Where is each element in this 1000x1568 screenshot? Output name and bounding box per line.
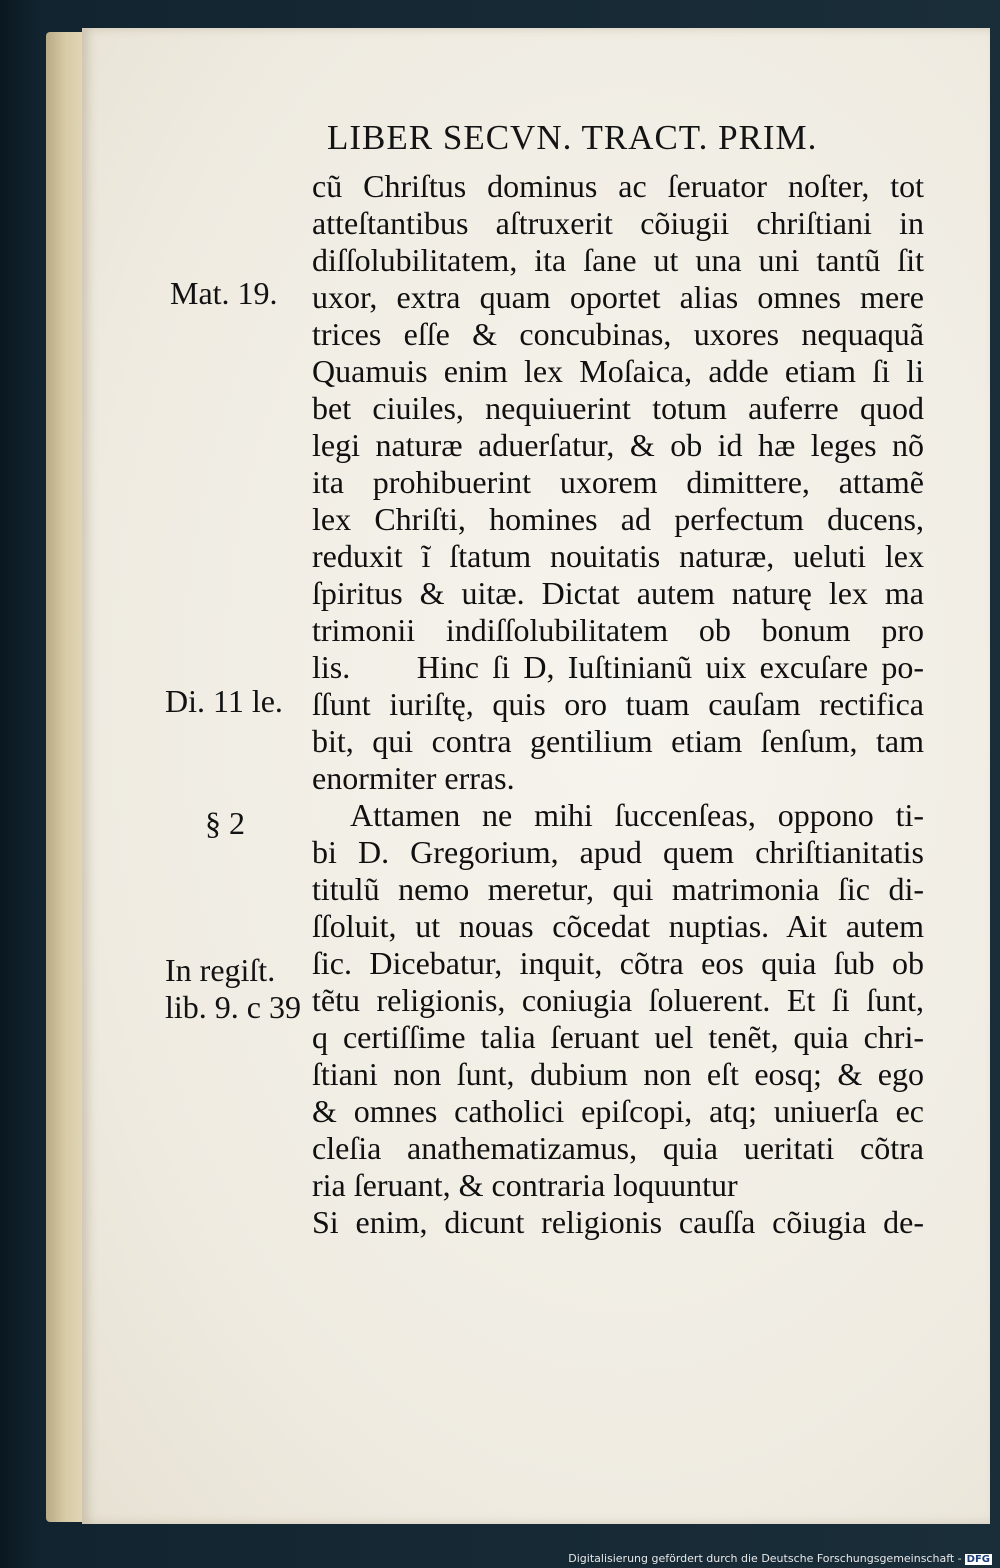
text-line: trimonii indiſſolubilitatem ob bonum pro: [312, 612, 924, 648]
text-line: uxor, extra quam oportet alias omnes mere: [312, 279, 924, 315]
text-line: Quamuis enim lex Moſaica, adde etiam ſi li: [312, 353, 924, 389]
text-line: ſſunt iuriſtę, quis oro tuam cauſam rectifica: [312, 686, 924, 722]
text-line: atteſtantibus aſtruxerit cõiugii chriſtiani in: [312, 205, 924, 241]
text-line: trices eſſe & concubinas, uxores nequaquã: [312, 316, 924, 352]
text-line: bet ciuiles, nequiuerint totum auferre quod: [312, 390, 924, 426]
marginal-note-lib: lib. 9. c 39: [165, 989, 301, 1025]
text-line: Attamen ne mihi ſuccenſeas, oppono ti-: [350, 797, 924, 833]
running-head: LIBER SECVN. TRACT. PRIM.: [327, 118, 818, 157]
text-line: tẽtu religionis, coniugia ſoluerent. Et ſi ſunt,: [312, 982, 924, 1018]
text-line: & omnes catholici epiſcopi, atq; uniuerſa ec: [312, 1093, 924, 1129]
text-line: bit, qui contra gentilium etiam ſenſum, tam: [312, 723, 924, 759]
text-line: cũ Chriſtus dominus ac ſeruator noſter, tot: [312, 168, 924, 204]
text-line: titulũ nemo meretur, qui matrimonia ſic di-: [312, 871, 924, 907]
digitization-credit: [568, 1552, 992, 1565]
marginal-note-section: § 2: [205, 805, 245, 841]
text-line: ſic. Dicebatur, inquit, cõtra eos quia ſub ob: [312, 945, 924, 981]
text-line: q certiſſime talia ſeruant uel tenẽt, quia chri-: [312, 1019, 924, 1055]
text-line: reduxit ĩ ſtatum nouitatis naturæ, ueluti lex: [312, 538, 924, 574]
text-line: lex Chriſti, homines ad perfectum ducens,: [312, 501, 924, 537]
credit-text: Digitalisierung gefördert durch die Deutsche Forschungsgemeinschaft -: [568, 1552, 962, 1565]
text-line: Si enim, dicunt religionis cauſſa cõiugia de-: [312, 1204, 924, 1240]
text-line: diſſolubilitatem, ita ſane ut una uni tantũ ſit: [312, 242, 924, 278]
dfg-logo: DFG: [966, 1554, 990, 1565]
marginal-note-regist: In regiſt.: [165, 952, 276, 988]
text-line: lis. Hinc ſi D, Iuſtinianũ uix excuſare po-: [312, 649, 924, 685]
text-line: enormiter erras.: [312, 760, 515, 796]
text-line: bi D. Gregorium, apud quem chriſtianitatis: [312, 834, 924, 870]
text-line: ſſoluit, ut nouas cõcedat nuptias. Ait autem: [312, 908, 924, 944]
text-line: ita prohibuerint uxorem dimittere, attamẽ: [312, 464, 924, 500]
text-line: ſpiritus & uitæ. Dictat autem naturę lex ma: [312, 575, 924, 611]
text-line: cleſia anathematizamus, quia ueritati cõtra: [312, 1130, 924, 1166]
text-line: legi naturæ aduerſatur, & ob id hæ leges nõ: [312, 427, 924, 463]
body-text: [312, 168, 924, 1241]
text-line: ſtiani non ſunt, dubium non eſt eosq; & ego: [312, 1056, 924, 1092]
marginal-note-di: Di. 11 le.: [165, 683, 283, 719]
text-line: ria ſeruant, & contraria loquuntur: [312, 1167, 738, 1203]
marginal-note-mat: Mat. 19.: [170, 275, 278, 311]
